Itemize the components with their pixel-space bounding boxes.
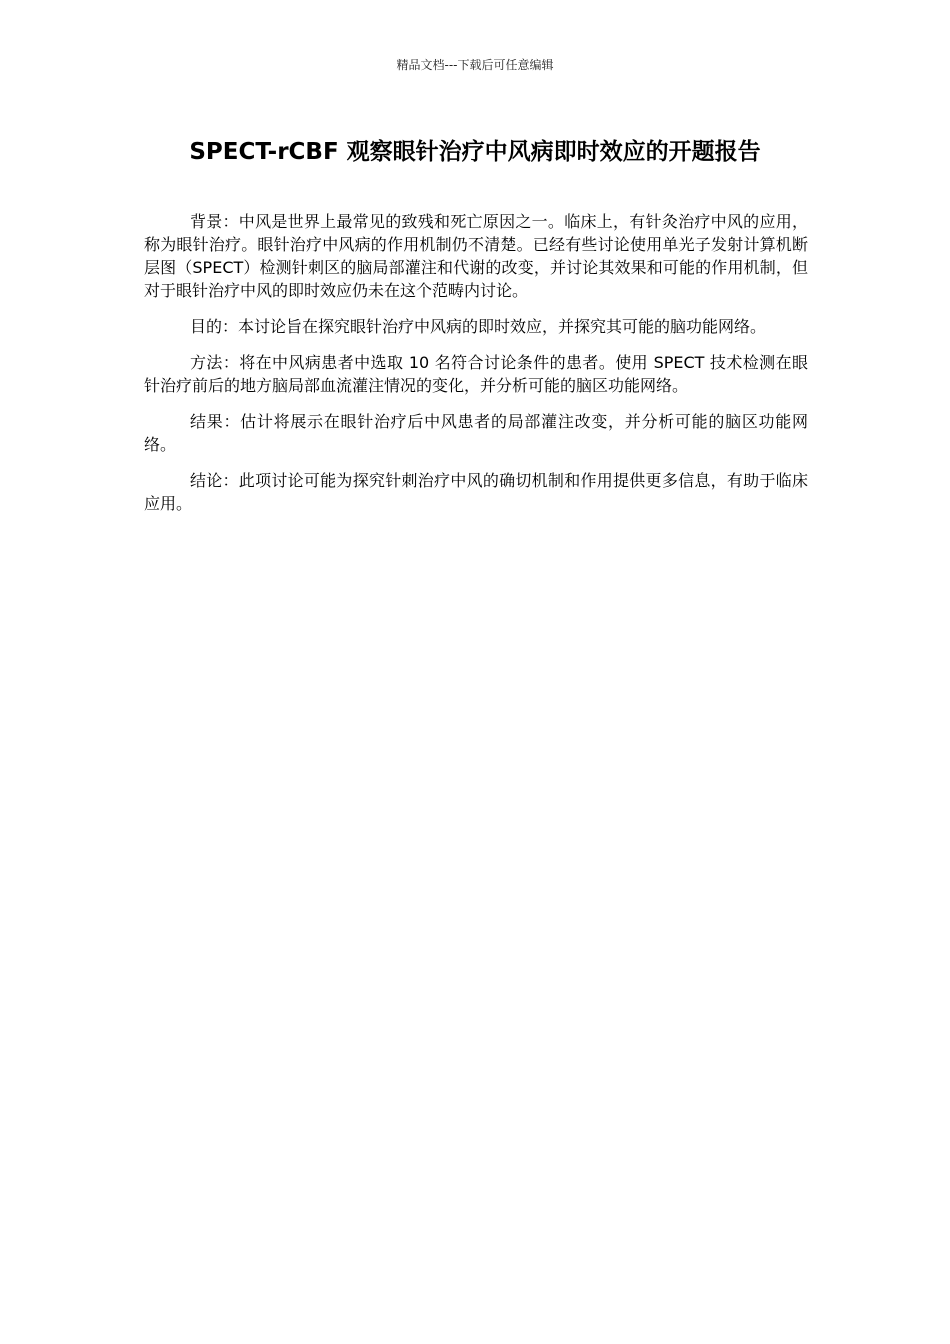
paragraph-background: 背景：中风是世界上最常见的致残和死亡原因之一。临床上，有针灸治疗中风的应用，称为眼针治疗。眼针治疗中风病的作用机制仍不清楚。已经有些讨论使用单光子发射计算机断层图（SPECT）检测针刺区的脑局部灌注和代谢的改变，并讨论其效果和可能的作用机制，但对于眼针治疗中风的即时效应仍未在这个范畴内讨论。 <box>144 212 808 300</box>
header-note: 精品文档---下载后可任意编辑 <box>396 58 554 72</box>
paragraph-objective: 目的：本讨论旨在探究眼针治疗中风病的即时效应，并探究其可能的脑功能网络。 <box>190 317 767 336</box>
document-title: SPECT-rCBF 观察眼针治疗中风病即时效应的开题报告 <box>189 139 761 165</box>
paragraph-methods: 方法：将在中风病患者中选取 10 名符合讨论条件的患者。使用 SPECT 技术检测在眼针治疗前后的地方脑局部血流灌注情况的变化，并分析可能的脑区功能网络。 <box>144 353 808 395</box>
paragraph-conclusion: 结论：此项讨论可能为探究针刺治疗中风的确切机制和作用提供更多信息，有助于临床应用。 <box>144 471 808 513</box>
paragraph-results: 结果：估计将展示在眼针治疗后中风患者的局部灌注改变，并分析可能的脑区功能网络。 <box>144 412 808 454</box>
document-body <box>144 210 808 528</box>
